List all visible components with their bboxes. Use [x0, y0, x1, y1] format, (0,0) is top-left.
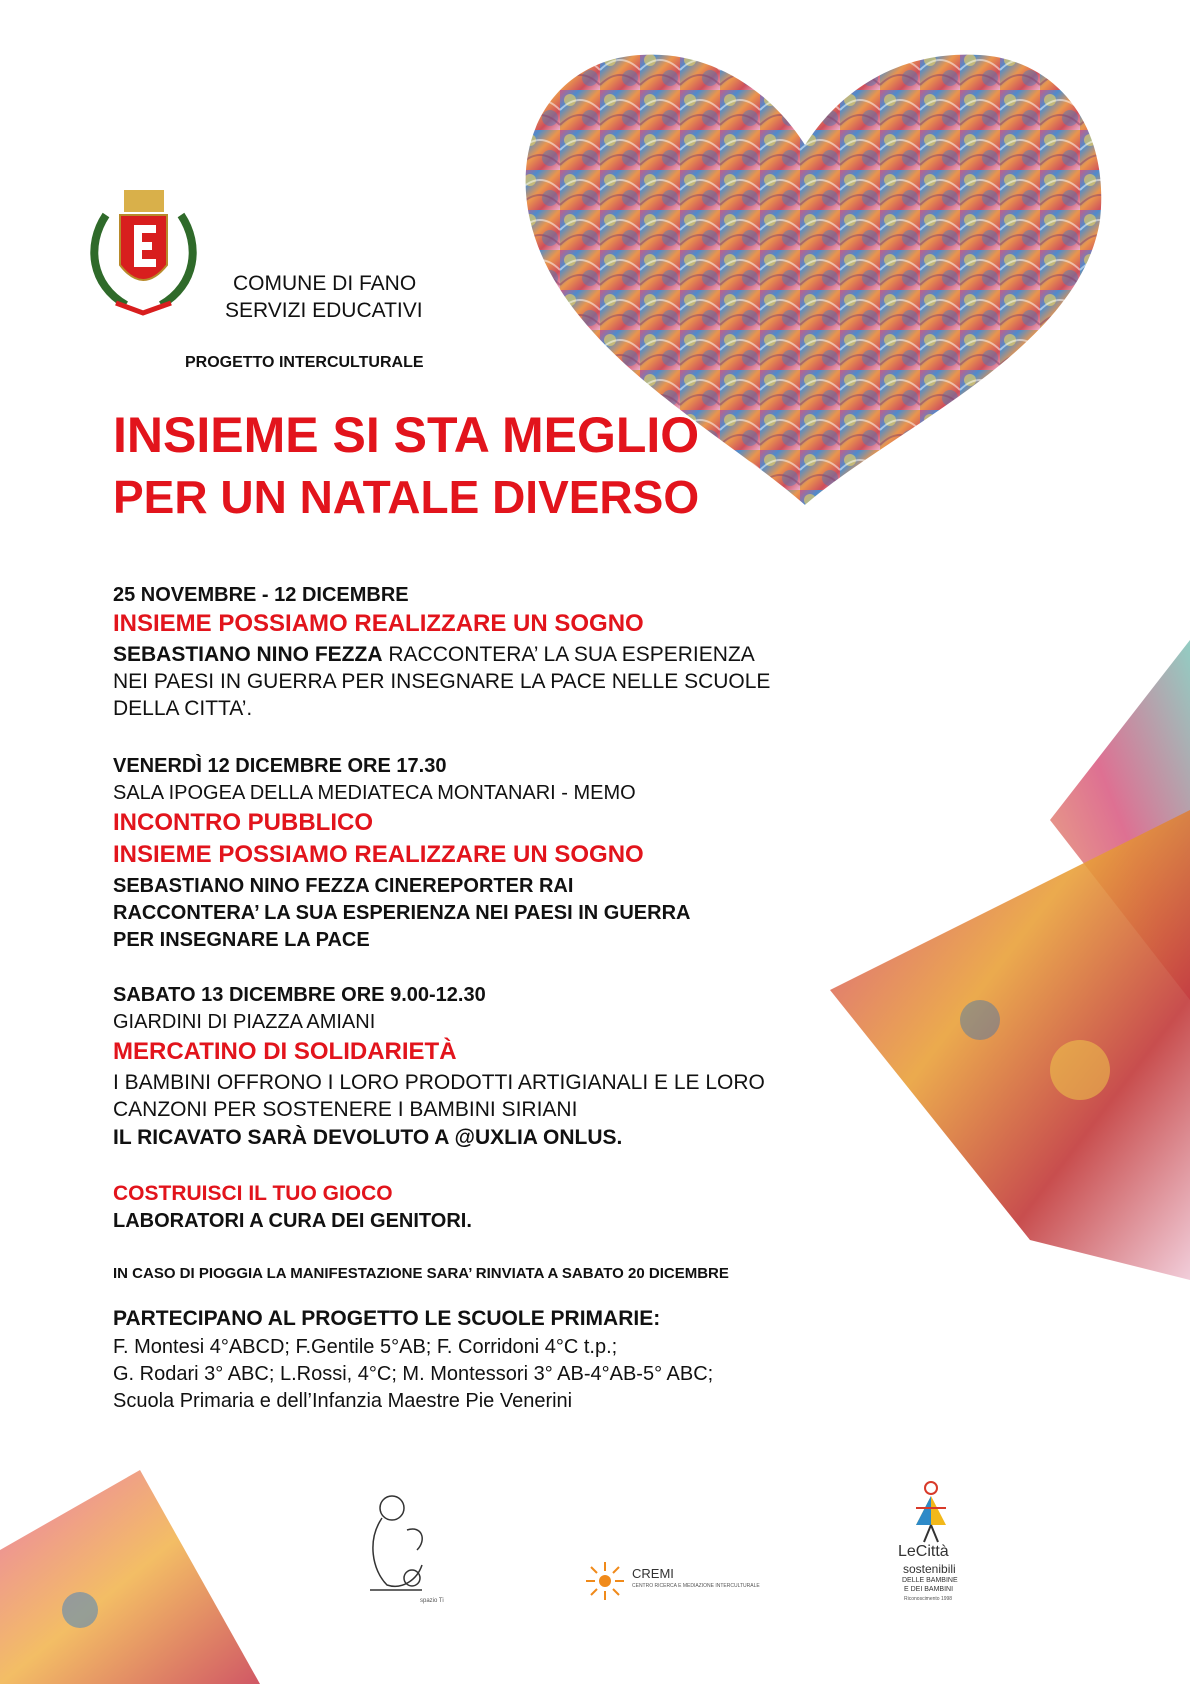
- event3-text-3: IL RICAVATO SARÀ DEVOLUTO A @UXLIA ONLUS.: [113, 1126, 623, 1149]
- event2-heading-2: INSIEME POSSIAMO REALIZZARE UN SOGNO: [113, 841, 644, 868]
- schools-heading: PARTECIPANO AL PROGETTO LE SCUOLE PRIMARIE:: [113, 1307, 661, 1330]
- event1-speaker: SEBASTIANO NINO FEZZA: [113, 643, 383, 666]
- lecitta-name: LeCittà: [898, 1543, 949, 1560]
- event4-text: LABORATORI A CURA DEI GENITORI.: [113, 1210, 472, 1232]
- project-label: PROGETTO INTERCULTURALE: [185, 354, 424, 371]
- event1-heading: INSIEME POSSIAMO REALIZZARE UN SOGNO: [113, 610, 644, 637]
- event1-text-1-rest: RACCONTERA’ LA SUA ESPERIENZA: [382, 643, 755, 666]
- child-logo-caption: spazio Ti: [420, 1598, 444, 1604]
- event1-date: 25 NOVEMBRE - 12 DICEMBRE: [113, 584, 409, 606]
- event1-text-1: [113, 643, 755, 667]
- lecitta-subtitle-4: Riconoscimento 1998: [904, 1596, 953, 1602]
- event3-heading: MERCATINO DI SOLIDARIETÀ: [113, 1038, 457, 1065]
- event2-text-1: SEBASTIANO NINO FEZZA CINEREPORTER RAI: [113, 875, 574, 897]
- event2-text-2: RACCONTERA’ LA SUA ESPERIENZA NEI PAESI IN GUERRA: [113, 902, 691, 924]
- event2-text-3: PER INSEGNARE LA PACE: [113, 929, 370, 951]
- event2-heading-1: INCONTRO PUBBLICO: [113, 809, 373, 836]
- lecitta-subtitle-2: DELLE BAMBINE: [902, 1577, 958, 1584]
- coat-of-arms-logo: [86, 185, 201, 320]
- event2-place: SALA IPOGEA DELLA MEDIATECA MONTANARI - MEMO: [113, 782, 636, 804]
- event1-text-3: DELLA CITTA’.: [113, 697, 253, 720]
- title-line-2: PER UN NATALE DIVERSO: [113, 471, 700, 523]
- cremi-sun-icon: [584, 1560, 626, 1602]
- municipality-name: COMUNE DI FANO: [233, 272, 417, 295]
- lecitta-subtitle-1: sostenibili: [903, 1562, 956, 1576]
- department-name: SERVIZI EDUCATIVI: [225, 299, 423, 322]
- event2-date: VENERDÌ 12 DICEMBRE ORE 17.30: [113, 755, 447, 777]
- right-mosaic-image: [830, 640, 1190, 1280]
- schools-line-2: G. Rodari 3° ABC; L.Rossi, 4°C; M. Montessori 3° AB-4°AB-5° ABC;: [113, 1363, 714, 1385]
- event3-text-1: I BAMBINI OFFRONO I LORO PRODOTTI ARTIGIANALI E LE LORO: [113, 1071, 765, 1094]
- rain-notice: IN CASO DI PIOGGIA LA MANIFESTAZIONE SARA’ RINVIATA A SABATO 20 DICEMBRE: [113, 1265, 729, 1282]
- cremi-subtitle: CENTRO RICERCA E MEDIAZIONE INTERCULTURALE: [632, 1583, 760, 1589]
- child-drawing-logo: [362, 1490, 442, 1600]
- bottom-left-mosaic-image: [0, 1470, 260, 1684]
- event3-place: GIARDINI DI PIAZZA AMIANI: [113, 1011, 376, 1033]
- lecitta-subtitle-3: E DEI BAMBINI: [904, 1586, 954, 1593]
- schools-line-3: Scuola Primaria e dell’Infanzia Maestre Pie Venerini: [113, 1390, 573, 1412]
- event3-date: SABATO 13 DICEMBRE ORE 9.00-12.30: [113, 984, 486, 1006]
- event3-text-2: CANZONI PER SOSTENERE I BAMBINI SIRIANI: [113, 1098, 578, 1121]
- lecitta-kite-icon: [906, 1480, 956, 1545]
- title-line-1: INSIEME SI STA MEGLIO: [113, 407, 700, 463]
- cremi-name: CREMI: [632, 1566, 674, 1581]
- event1-text-2: NEI PAESI IN GUERRA PER INSEGNARE LA PACE NELLE SCUOLE: [113, 670, 771, 693]
- schools-line-1: F. Montesi 4°ABCD; F.Gentile 5°AB; F. Corridoni 4°C t.p.;: [113, 1336, 618, 1358]
- event4-heading: COSTRUISCI IL TUO GIOCO: [113, 1182, 393, 1205]
